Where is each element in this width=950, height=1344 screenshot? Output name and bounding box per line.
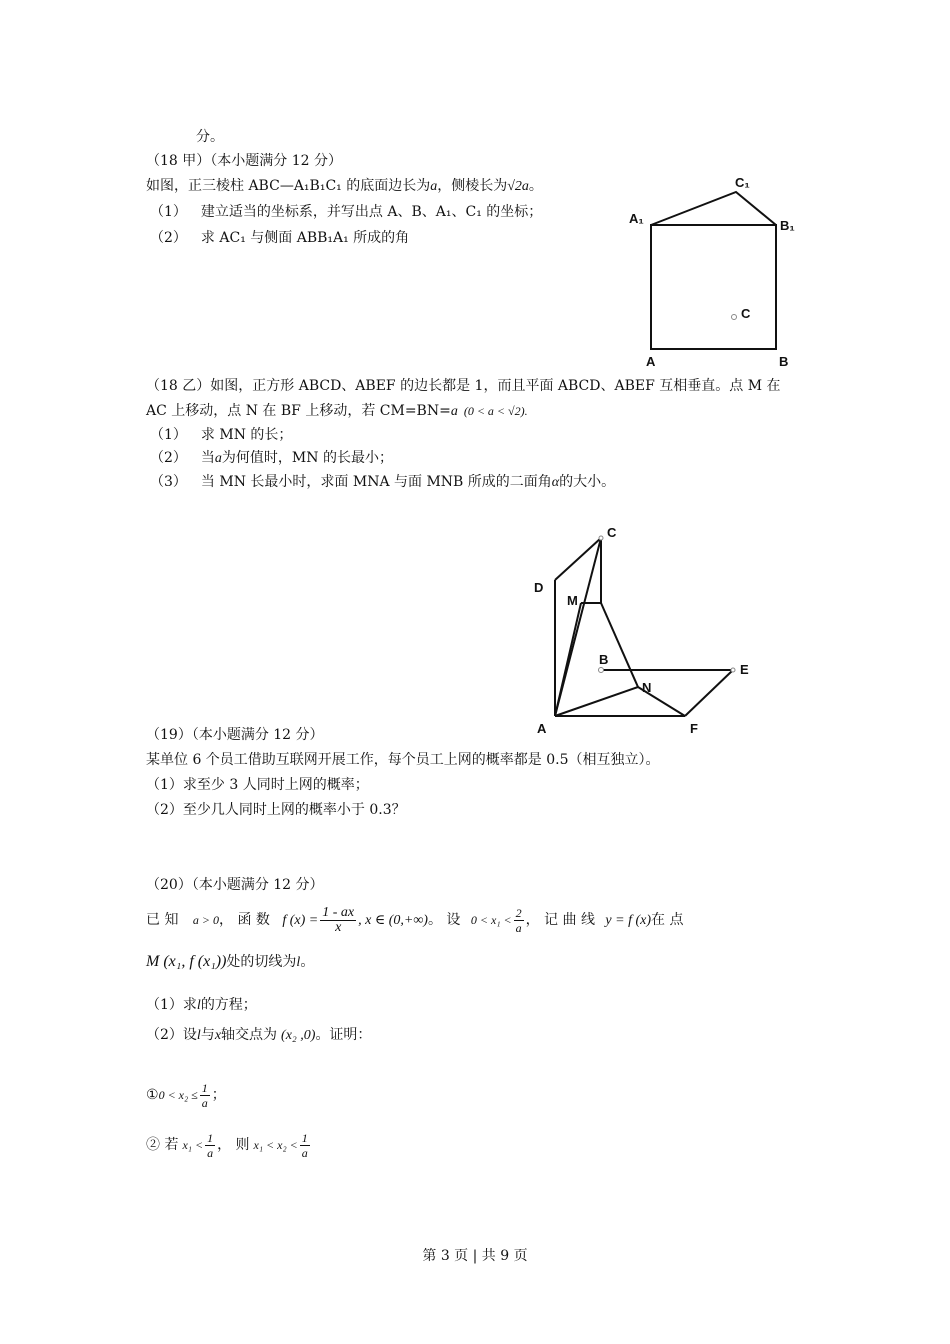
q18a-item-1: （1） 建立适当的坐标系，并写出点 A、B、A₁、C₁ 的坐标； [150,204,543,220]
prism-top-edges [651,192,776,225]
label-a: A [646,354,656,369]
label-c1: C₁ [735,175,750,190]
q18b-item-2: （2） 当a为何值时，MN 的长最小； [150,450,393,466]
q19-item-1: （1）求至少 3 人同时上网的概率； [146,777,369,793]
q20-header: （20）（本小题满分 12 分） [146,877,324,893]
q20-claim-1: ①0 < x₂ ≤ $\frac{1}{a}$ ； [146,1080,226,1110]
frac-f: $\frac{1 - ax}{x}$ [322,904,355,935]
edge-dc [555,538,601,580]
frac-1a-b: $\frac{1}{a}$ [207,1130,214,1160]
q18a-stem: 如图，正三棱柱 ABC—A₁B₁C₁ 的底面边长为a，侧棱长为√2a。 [146,178,543,194]
point-c [599,536,603,540]
prism-face [651,225,776,349]
label-n: N [642,680,652,695]
squares-figure [525,520,765,740]
label-m: M [567,593,578,608]
edge-ef [685,670,733,716]
q20-stem-line: 已 知 a > 0， 函 数 f (x) = $\frac{1 - ax}{x}$ , x ∈ (0,+∞)。 设 0 < x₁ < $\frac{2}{a}$ ， 记 曲 线 y = f (x)在 点 [146,904,684,935]
q18b-line-2: AC 上移动，点 N 在 BF 上移动，若 CM=BN=a (0 < a < √2). [146,403,528,419]
q19-header: （19）（本小题满分 12 分） [146,727,324,743]
frac-2a: $\frac{2}{a}$ [515,905,522,935]
edge-an [555,687,638,716]
point-e [731,668,735,672]
prism-figure [620,170,820,375]
label-b1: B₁ [780,218,795,233]
frac-1a: $\frac{1}{a}$ [201,1080,208,1110]
point-c [732,315,737,320]
q19-stem: 某单位 6 个员工借助互联网开展工作，每个员工上网的概率都是 0.5（相互独立）。 [146,752,660,768]
edge-am [555,603,581,716]
q20-claim-2: ② 若 x₁ < $\frac{1}{a}$ ， 则 x₁ < x₂ < $\frac{1}{a}$ [146,1130,308,1160]
label-a1: A₁ [629,211,644,226]
continuation-text: 分。 [196,129,224,145]
page-footer: 第 3 页 | 共 9 页 [422,1248,528,1264]
frac-1a-c: $\frac{1}{a}$ [301,1130,308,1160]
label-c: C [741,306,751,321]
q18b-line-1: （18 乙）如图，正方形 ABCD、ABEF 的边长都是 1，而且平面 ABCD、ABEF 互相垂直。点 M 在 [146,378,781,394]
q20-item-1: （1）求l的方程； [146,997,257,1013]
q18a-header: （18 甲）（本小题满分 12 分） [146,153,342,169]
q18a-item-2: （2） 求 AC₁ 与侧面 ABB₁A₁ 所成的角 [150,230,410,246]
label-c: C [607,525,617,540]
label-f: F [690,721,698,736]
label-e: E [740,662,749,677]
label-d: D [534,580,544,595]
label-b: B [779,354,789,369]
point-b [599,668,604,673]
q19-item-2: （2）至少几人同时上网的概率小于 0.3？ [146,802,406,818]
q18b-item-3: （3） 当 MN 长最小时，求面 MNA 与面 MNB 所成的二面角α的大小。 [150,474,616,490]
q20-item-2: （2）设l与x轴交点为 (x₂ ,0)。证明： [146,1027,372,1043]
q18b-item-1: （1） 求 MN 的长； [150,427,293,443]
q20-tangent-line: M (x₁, f (x₁))处的切线为l。 [146,953,315,970]
label-b: B [599,652,609,667]
label-a: A [537,721,547,736]
edge-mn [601,603,638,687]
